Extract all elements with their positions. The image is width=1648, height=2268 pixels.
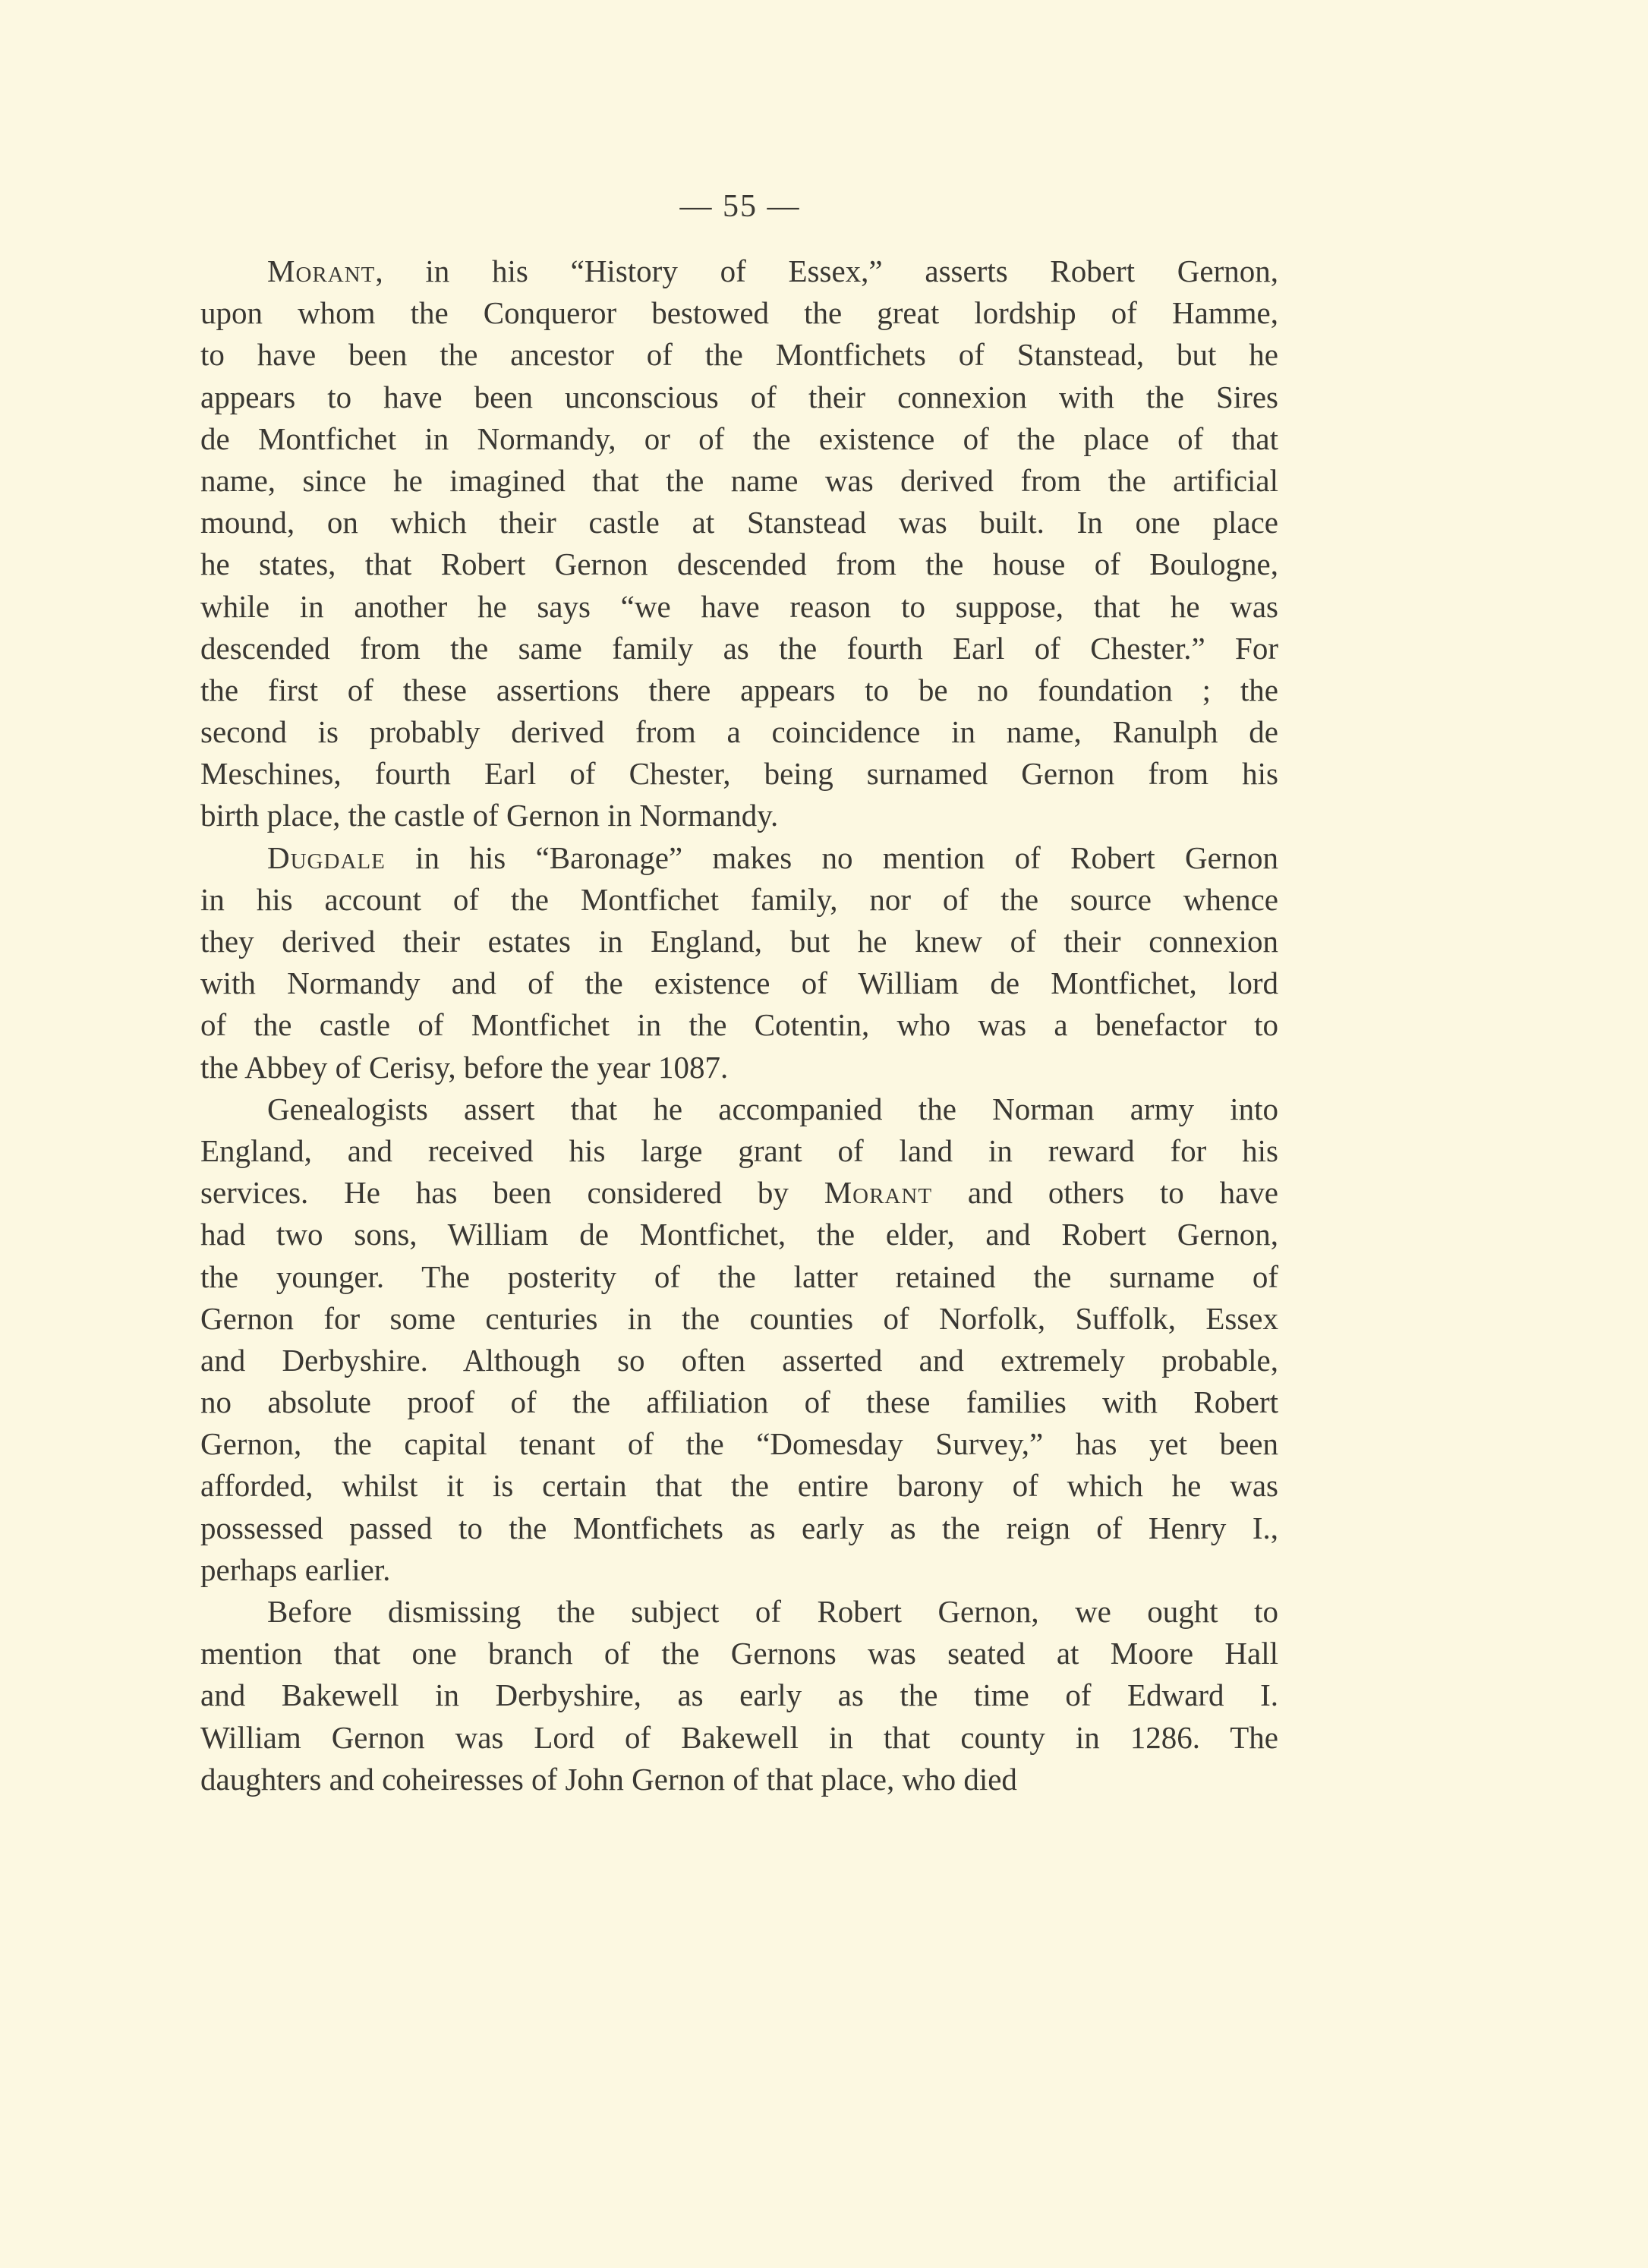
line-text: he states, that Robert Gernon descended from the house of Boulogne, [200,547,1278,582]
paragraph [200,1088,1278,1591]
line-text: Meschines, fourth Earl of Chester, being surnamed Gernon from his [200,756,1278,792]
paragraph [200,1591,1278,1800]
text-line [200,1591,1278,1633]
text-line [200,1759,1278,1800]
text-line [200,1130,1278,1172]
text-line [200,1549,1278,1591]
line-text: the younger. The posterity of the latter retained the surname of [200,1258,1278,1294]
text-line [200,418,1278,460]
line-text: descended from the same family as the fourth Earl of Chester.” For [200,630,1278,666]
line-text: of the castle of Montfichet in the Cotentin, who was a benefactor to [200,1007,1278,1043]
line-text: afforded, whilst it is certain that the entire barony of which he was [200,1468,1278,1504]
line-text: with Normandy and of the existence of William de Montfichet, lord [200,965,1278,1001]
line-text: Genealogists assert that he accompanied the Norman army into [267,1091,1278,1126]
text-line [200,1256,1278,1298]
line-text: Gernon, the capital tenant of the “Domesday Survey,” has yet been [200,1426,1278,1462]
line-text: England, and received his large grant of land in reward for his [200,1132,1278,1168]
line-text: they derived their estates in England, but he knew of their connexion [200,924,1278,959]
line-text: no absolute proof of the affiliation of these families with Robert [200,1384,1278,1420]
body-text [200,250,1278,1800]
line-text: to have been the ancestor of the Montfichets of Stanstead, but he [200,337,1278,373]
line-text: while in another he says “we have reason to suppose, that he was [200,588,1278,624]
line-text: William Gernon was Lord of Bakewell in that county in 1286. The [200,1719,1278,1755]
text-line [200,502,1278,543]
line-text: de Montfichet in Normandy, or of the existence of the place of that [200,421,1278,456]
text-line [200,1214,1278,1255]
line-text: mound, on which their castle at Stanstead was built. In one place [200,505,1278,540]
text-line [200,1507,1278,1549]
line-text: second is probably derived from a coincidence in name, Ranulph de [200,714,1278,750]
text-line [200,250,1278,292]
page-number: — 55 — [679,189,801,224]
line-text: Before dismissing the subject of Robert Gernon, we ought to [267,1594,1278,1629]
text-line [200,1465,1278,1507]
paragraph [200,837,1278,1088]
line-text: in his account of the Montfichet family, nor of the source whence [200,881,1278,917]
text-line [200,292,1278,334]
line-text: appears to have been unconscious of their connexion with the Sires [200,379,1278,414]
text-line [200,795,1278,836]
text-line [200,1172,1278,1214]
text-line [200,1381,1278,1423]
text-line [200,376,1278,418]
line-text: daughters and coheiresses of John Gernon of that place, who died [200,1761,1017,1797]
text-line [200,753,1278,795]
line-text: upon whom the Conqueror bestowed the great lordship of Hamme, [200,295,1278,331]
line-text: birth place, the castle of Gernon in Normandy. [200,798,779,833]
text-line [200,921,1278,962]
small-caps-name: Dugdale [267,839,386,875]
text-line [200,879,1278,921]
text-line [200,543,1278,585]
line-text: and others to have [932,1175,1279,1211]
text-line [200,837,1278,879]
line-text: and Bakewell in Derbyshire, as early as the time of Edward I. [200,1677,1278,1713]
small-caps-name: Morant [824,1175,933,1211]
text-line [200,1674,1278,1716]
line-text: the Abbey of Cerisy, before the year 1087. [200,1049,729,1085]
line-text: perhaps earlier. [200,1551,391,1587]
text-line [200,962,1278,1004]
line-text: the first of these assertions there appears to be no foundation ; the [200,672,1278,707]
text-line [200,1423,1278,1465]
line-text: and Derbyshire. Although so often asserted and extremely probable, [200,1342,1278,1378]
line-text: services. He has been considered by [200,1175,824,1211]
line-text: possessed passed to the Montfichets as early as the reign of Henry I., [200,1510,1278,1545]
line-text: had two sons, William de Montfichet, the elder, and Robert Gernon, [200,1217,1278,1252]
line-text: name, since he imagined that the name was derived from the artificial [200,462,1278,498]
paragraph [200,250,1278,837]
text-line [200,1633,1278,1674]
text-line [200,460,1278,502]
text-line [200,334,1278,376]
text-line [200,586,1278,628]
text-line [200,1004,1278,1046]
text-line [200,1047,1278,1088]
text-line [200,1298,1278,1340]
text-line [200,669,1278,711]
text-line [200,711,1278,753]
line-text: in his “Baronage” makes no mention of Robert Gernon [385,839,1278,875]
text-line [200,1088,1278,1130]
line-text: , in his “History of Essex,” asserts Robert Gernon, [375,254,1278,288]
small-caps-name: Morant [267,254,376,288]
line-text: mention that one branch of the Gernons was seated at Moore Hall [200,1636,1278,1671]
text-line [200,1340,1278,1381]
text-line [200,628,1278,669]
line-text: Gernon for some centuries in the counties of Norfolk, Suffolk, Essex [200,1300,1278,1336]
text-line [200,1717,1278,1759]
